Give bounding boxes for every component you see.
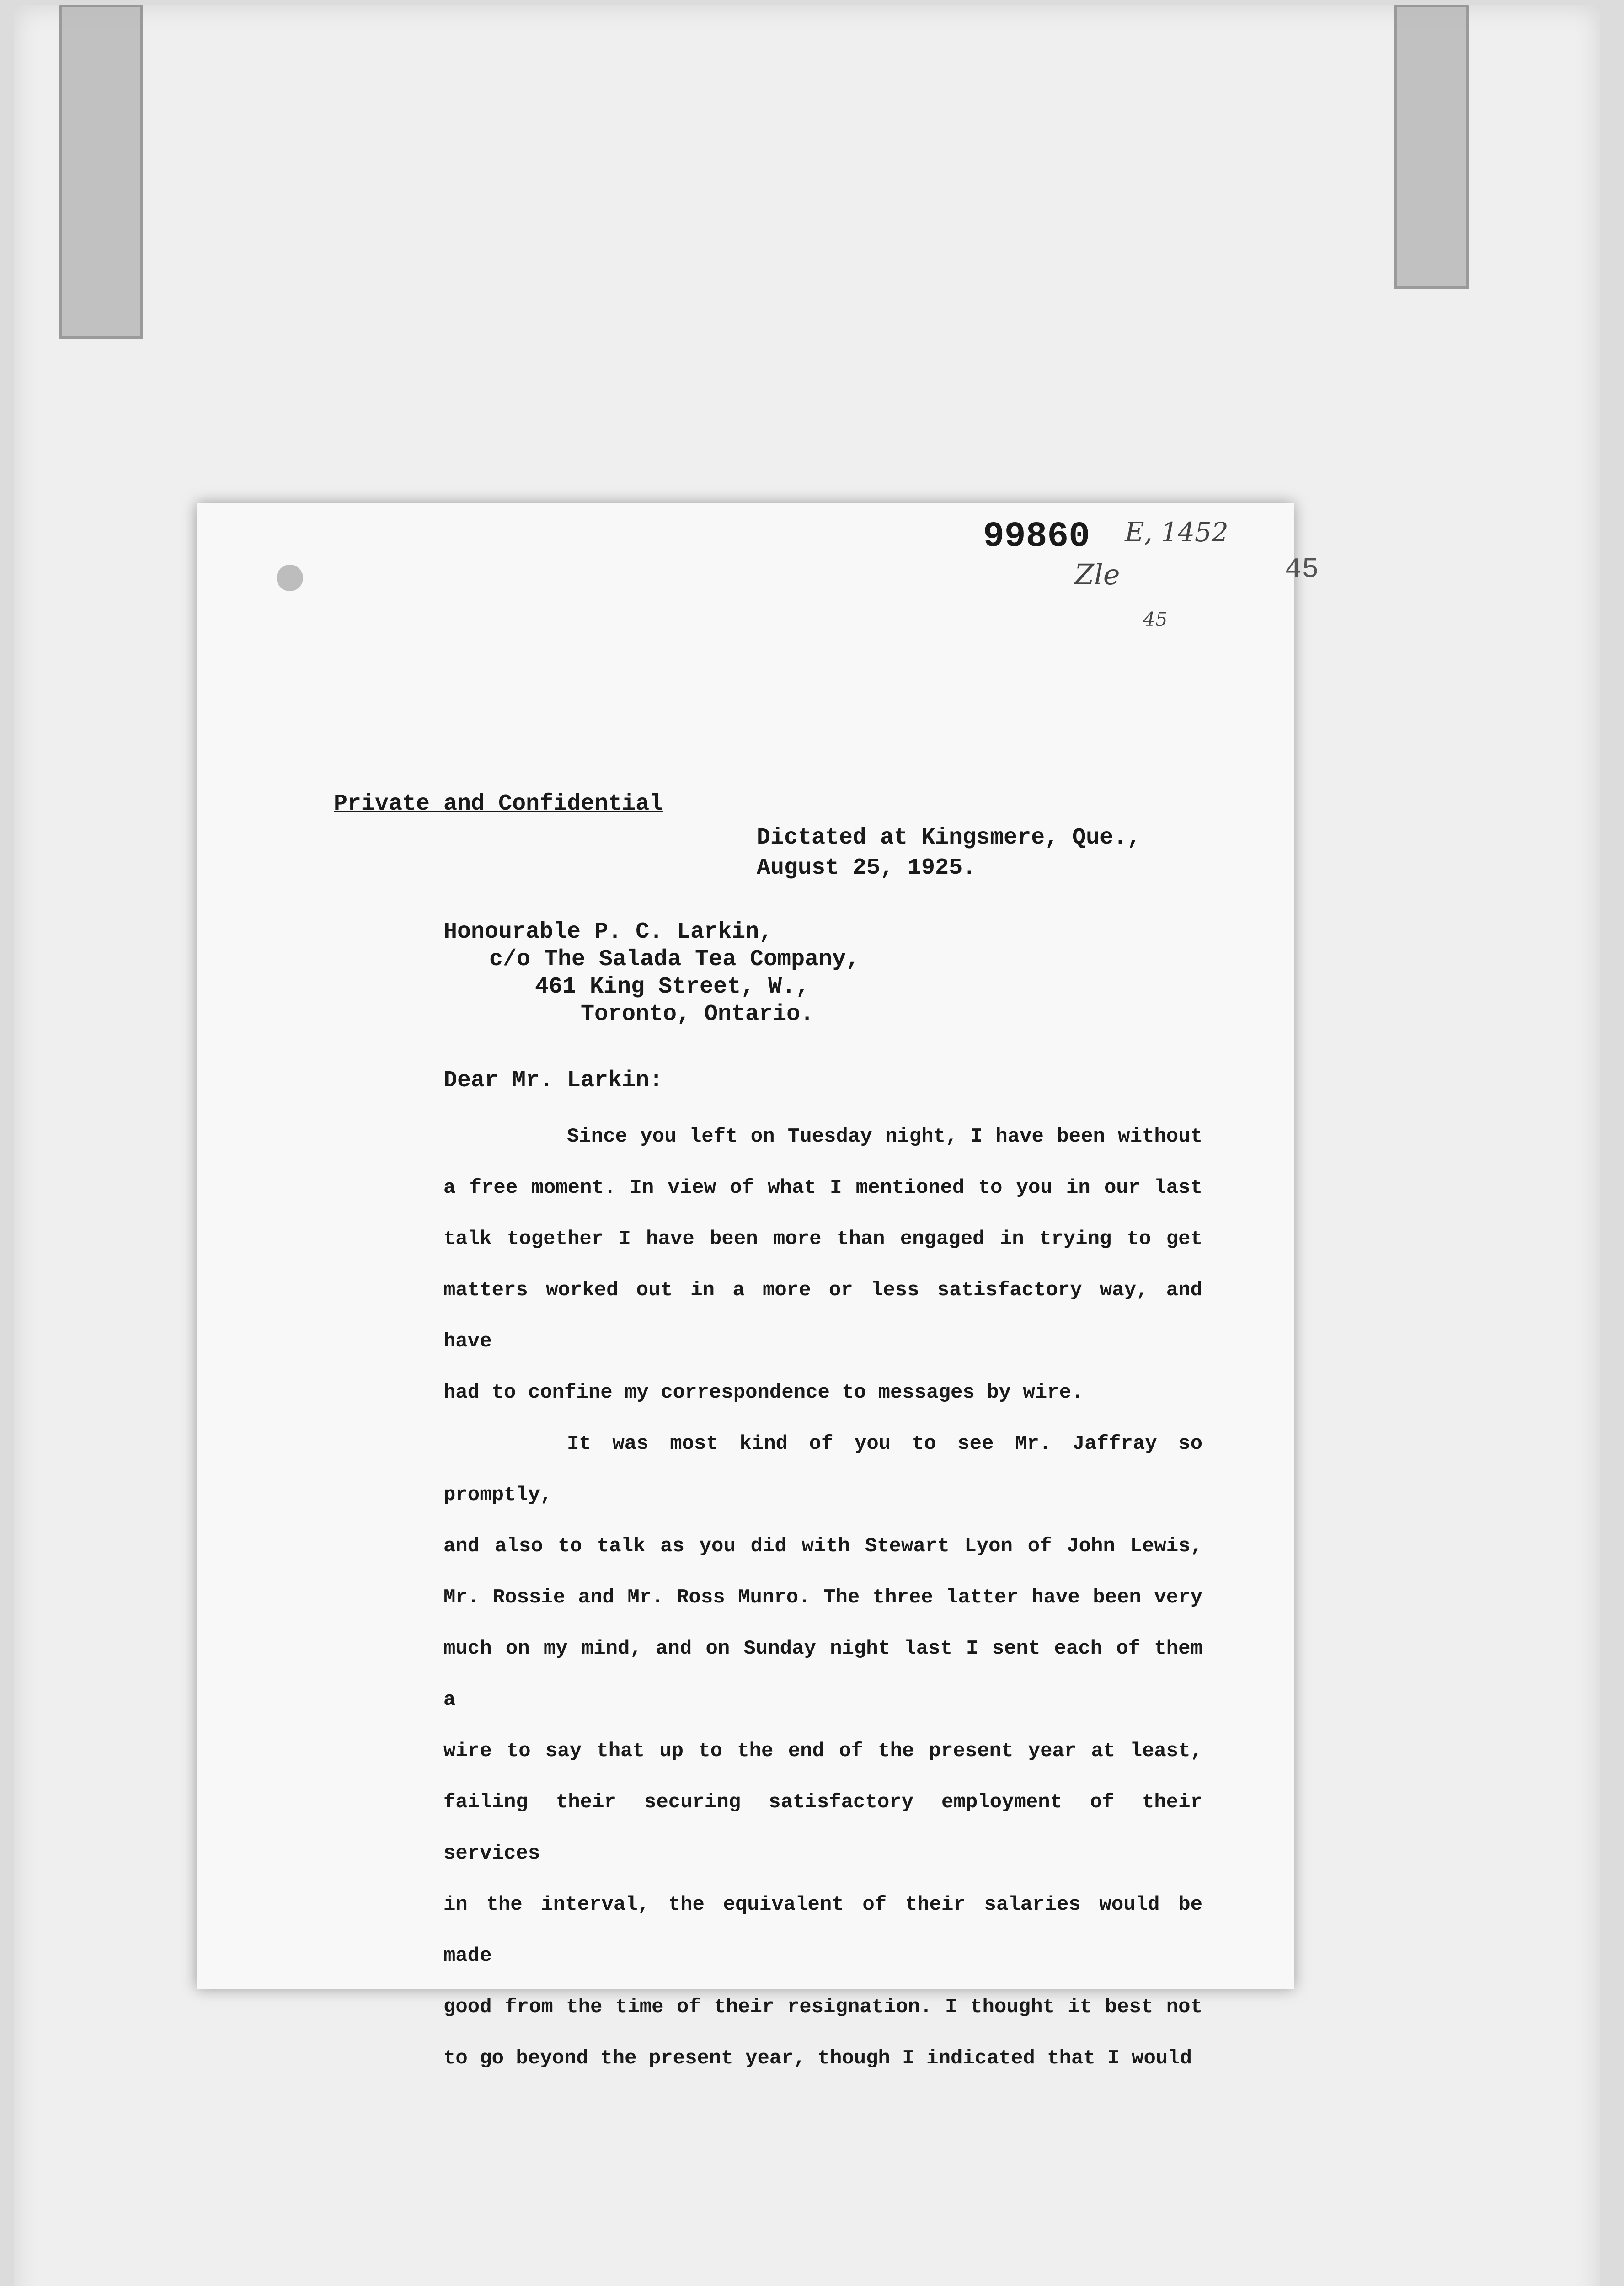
- body-line: had to confine my correspondence to messages by wire.: [443, 1381, 1084, 1404]
- letter-body: [443, 1111, 1202, 2084]
- body-line: good from the time of their resignation. I thought it best not: [443, 1996, 1202, 2019]
- body-line: wire to say that up to the end of the present year at least,: [443, 1740, 1202, 1763]
- address-line-4: Toronto, Ontario.: [581, 1001, 814, 1027]
- body-line: Since you left on Tuesday night, I have been without: [567, 1125, 1202, 1148]
- letter-sheet: [197, 503, 1319, 2070]
- page-number: 45: [1285, 553, 1319, 586]
- salutation: Dear Mr. Larkin:: [443, 1068, 663, 1094]
- body-line: and also to talk as you did with Stewart Lyon of John Lewis,: [443, 1535, 1202, 1558]
- pencil-initials: Zle: [1074, 558, 1120, 591]
- confidential-heading: Private and Confidential: [334, 791, 663, 817]
- dateline-place: Dictated at Kingsmere, Que.,: [757, 825, 1141, 851]
- punch-hole: [277, 565, 303, 591]
- dateline-date: August 25, 1925.: [757, 855, 977, 881]
- address-line-1: Honourable P. C. Larkin,: [443, 919, 773, 945]
- address-line-3: 461 King Street, W.,: [535, 974, 810, 1000]
- body-line: talk together I have been more than engaged in trying to get: [443, 1228, 1202, 1250]
- dateline: [757, 823, 1141, 883]
- body-line: failing their securing satisfactory employment of their services: [443, 1791, 1202, 1865]
- address-line-2: c/o The Salada Tea Company,: [489, 946, 860, 972]
- body-line: a free moment. In view of what I mentioned to you in our last: [443, 1176, 1202, 1199]
- body-line: in the interval, the equivalent of their salaries would be made: [443, 1893, 1202, 1967]
- body-line: to go beyond the present year, though I indicated that I would: [443, 2047, 1192, 2070]
- document-number: 99860: [983, 517, 1090, 557]
- body-line: Mr. Rossie and Mr. Ross Munro. The three latter have been very: [443, 1586, 1202, 1609]
- pencil-small-number: 45: [1143, 608, 1168, 630]
- tape-strip-top-right: [1394, 5, 1469, 289]
- body-line: matters worked out in a more or less satisfactory way, and have: [443, 1279, 1202, 1353]
- body-line: It was most kind of you to see Mr. Jaffray so promptly,: [443, 1432, 1202, 1506]
- body-line: much on my mind, and on Sunday night last I sent each of them a: [443, 1637, 1202, 1711]
- pencil-reference: E, 1452: [1125, 517, 1229, 548]
- tape-strip-top-left: [59, 5, 143, 339]
